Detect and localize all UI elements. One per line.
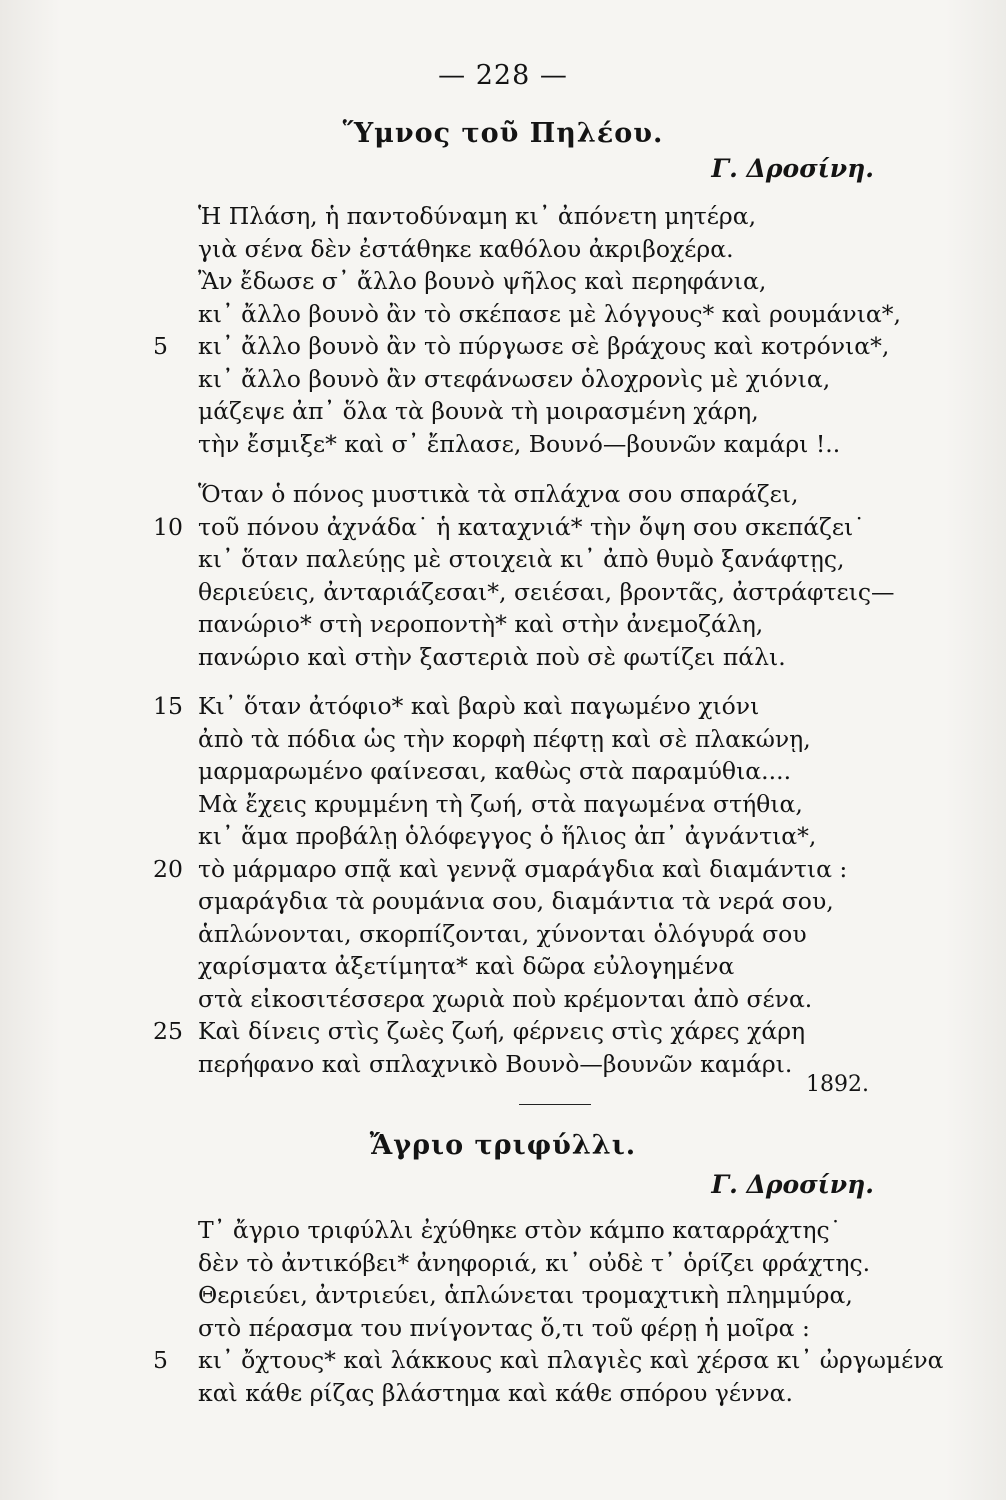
stanza — [0, 1214, 1006, 1409]
verse-line — [0, 395, 1006, 428]
verse-line — [0, 363, 1006, 396]
verse-text: Κι᾽ ὅταν ἀτόφιο* καὶ βαρὺ καὶ παγωμένο χιόνι — [198, 692, 760, 720]
verse-line — [0, 200, 1006, 233]
verse-text: στὰ εἰκοσιτέσσερα χωριὰ ποὺ κρέμονται ἀπὸ σένα. — [198, 984, 813, 1013]
verse-line — [0, 983, 1006, 1016]
verse-line — [0, 265, 1006, 298]
verse-line — [0, 1312, 1006, 1345]
verse-line — [0, 1377, 1006, 1410]
verse-text: περήφανο καὶ σπλαχνικὸ Βουνὸ—βουνῶν καμάρι. — [198, 1049, 793, 1078]
verse-text: Καὶ δίνεις στὶς ζωὲς ζωή, φέρνεις στὶς χάρες χάρη — [198, 1017, 806, 1045]
verse-text: κι᾽ ἄλλο βουνὸ ἂν τὸ πύργωσε σὲ βράχους καὶ κοτρόνια*, — [198, 332, 890, 360]
line-number: 5 — [153, 1346, 168, 1374]
verse-line — [0, 233, 1006, 266]
verse-line — [0, 608, 1006, 641]
verse-line — [0, 950, 1006, 983]
verse-text: τὸ μάρμαρο σπᾷ καὶ γεννᾷ σμαράγδια καὶ διαμάντια : — [198, 854, 848, 883]
verse-text: ἀπὸ τὰ πόδια ὡς τὴν κορφὴ πέφτῃ καὶ σὲ πλακώνῃ, — [198, 724, 811, 753]
verse-line — [0, 1247, 1006, 1280]
verse-text: χαρίσματα ἀξετίμητα* καὶ δῶρα εὐλογημένα — [198, 952, 735, 980]
verse-text: Ἡ Πλάση, ἡ παντοδύναμη κι᾽ ἀπόνετη μητέρα, — [198, 202, 757, 230]
verse-text: κι᾽ ἄλλο βουνὸ ἂν στεφάνωσεν ὁλοχρονὶς μὲ χιόνια, — [198, 364, 831, 393]
stanza — [0, 200, 1006, 460]
verse-line — [0, 1344, 1006, 1377]
verse-line — [0, 820, 1006, 853]
verse-text: κι᾽ ἅμα προβάλῃ ὁλόφεγγος ὁ ἥλιος ἀπ᾽ ἀγνάντια*, — [198, 822, 817, 850]
stanza — [0, 478, 1006, 673]
verse-line — [0, 788, 1006, 821]
verse-line — [0, 543, 1006, 576]
verse-text: Μὰ ἔχεις κρυμμένη τὴ ζωή, στὰ παγωμένα στήθια, — [198, 789, 803, 818]
verse-text: σμαράγδια τὰ ρουμάνια σου, διαμάντια τὰ νερά σου, — [198, 887, 834, 915]
verse-line — [0, 1279, 1006, 1312]
page-number: — 228 — — [438, 60, 568, 91]
verse-text: πανώριο* στὴ νεροποντὴ* καὶ στὴν ἀνεμοζάλη, — [198, 610, 764, 638]
poem-title: Ἄγριο τριφύλλι. — [369, 1130, 637, 1161]
verse-text: μάζεψε ἀπ᾽ ὅλα τὰ βουνὰ τὴ μοιρασμένη χάρη, — [198, 397, 759, 425]
verse-line — [0, 576, 1006, 609]
poem-title: Ὕμνος τοῦ Πηλέου. — [342, 118, 664, 149]
verse-line — [0, 690, 1006, 723]
line-number: 25 — [153, 1017, 183, 1045]
verse-text: τοῦ πόνου ἀχνάδα˙ ἡ καταχνιά* τὴν ὄψη σου σκεπάζει˙ — [198, 512, 865, 541]
line-number: 20 — [153, 854, 183, 883]
stanza — [0, 690, 1006, 1080]
verse-text: καὶ κάθε ρίζας βλάστημα καὶ κάθε σπόρου γέννα. — [198, 1378, 794, 1407]
verse-line — [0, 298, 1006, 331]
verse-text: Ἂν ἔδωσε σ᾽ ἄλλο βουνὸ ψῆλος καὶ περηφάνια, — [198, 267, 767, 295]
verse-text: κι᾽ ὅταν παλεύῃς μὲ στοιχειὰ κι᾽ ἀπὸ θυμὸ ξανάφτῃς, — [198, 545, 845, 573]
verse-line — [0, 511, 1006, 544]
verse-line — [0, 428, 1006, 461]
verse-line — [0, 330, 1006, 363]
verse-line — [0, 885, 1006, 918]
verse-line — [0, 853, 1006, 886]
verse-line — [0, 1214, 1006, 1247]
verse-text: τὴν ἔσμιξε* καὶ σ᾽ ἔπλασε, Βουνό—βουνῶν καμάρι !.. — [198, 429, 841, 458]
verse-line — [0, 918, 1006, 951]
section-divider — [519, 1104, 591, 1105]
verse-line — [0, 478, 1006, 511]
verse-text: Τ᾽ ἄγριο τριφύλλι ἐχύθηκε στὸν κάμπο καταρράχτης˙ — [198, 1216, 842, 1244]
verse-text: ἁπλώνονται, σκορπίζονται, χύνονται ὁλόγυρά σου — [198, 919, 807, 948]
verse-line — [0, 723, 1006, 756]
verse-text: δὲν τὸ ἀντικόβει* ἀνηφοριά, κι᾽ οὐδὲ τ᾽ ὁρίζει φράχτης. — [198, 1248, 871, 1277]
verse-line — [0, 755, 1006, 788]
line-number: 5 — [153, 332, 168, 360]
verse-text: κι᾽ ἄλλο βουνὸ ἂν τὸ σκέπασε μὲ λόγγους* καὶ ρουμάνια*, — [198, 299, 901, 328]
verse-text: μαρμαρωμένο φαίνεσαι, καθὼς στὰ παραμύθια.... — [198, 757, 792, 785]
poem-author: Γ. Δροσίνη. — [711, 154, 874, 183]
verse-line — [0, 641, 1006, 674]
poem-date: 1892. — [806, 1072, 869, 1097]
verse-text: Θεριεύει, ἀντριεύει, ἁπλώνεται τρομαχτικὴ πλημμύρα, — [198, 1281, 853, 1309]
line-number: 15 — [153, 692, 183, 720]
verse-text: στὸ πέρασμα του πνίγοντας ὅ,τι τοῦ φέρῃ ἡ μοῖρα : — [198, 1313, 810, 1342]
verse-text: Ὅταν ὁ πόνος μυστικὰ τὰ σπλάχνα σου σπαράζει, — [198, 480, 799, 508]
verse-text: θεριεύεις, ἀνταριάζεσαι*, σειέσαι, βροντᾶς, ἀστράφτεις— — [198, 577, 895, 606]
line-number: 10 — [153, 512, 183, 541]
verse-text: κι᾽ ὄχτους* καὶ λάκκους καὶ πλαγιὲς καὶ χέρσα κι᾽ ὠργωμένα — [198, 1346, 944, 1374]
verse-text: πανώριο καὶ στὴν ξαστεριὰ ποὺ σὲ φωτίζει πάλι. — [198, 642, 786, 671]
verse-line — [0, 1015, 1006, 1048]
verse-text: γιὰ σένα δὲν ἐστάθηκε καθόλου ἀκριβοχέρα. — [198, 234, 734, 263]
poem-author: Γ. Δροσίνη. — [711, 1170, 874, 1199]
